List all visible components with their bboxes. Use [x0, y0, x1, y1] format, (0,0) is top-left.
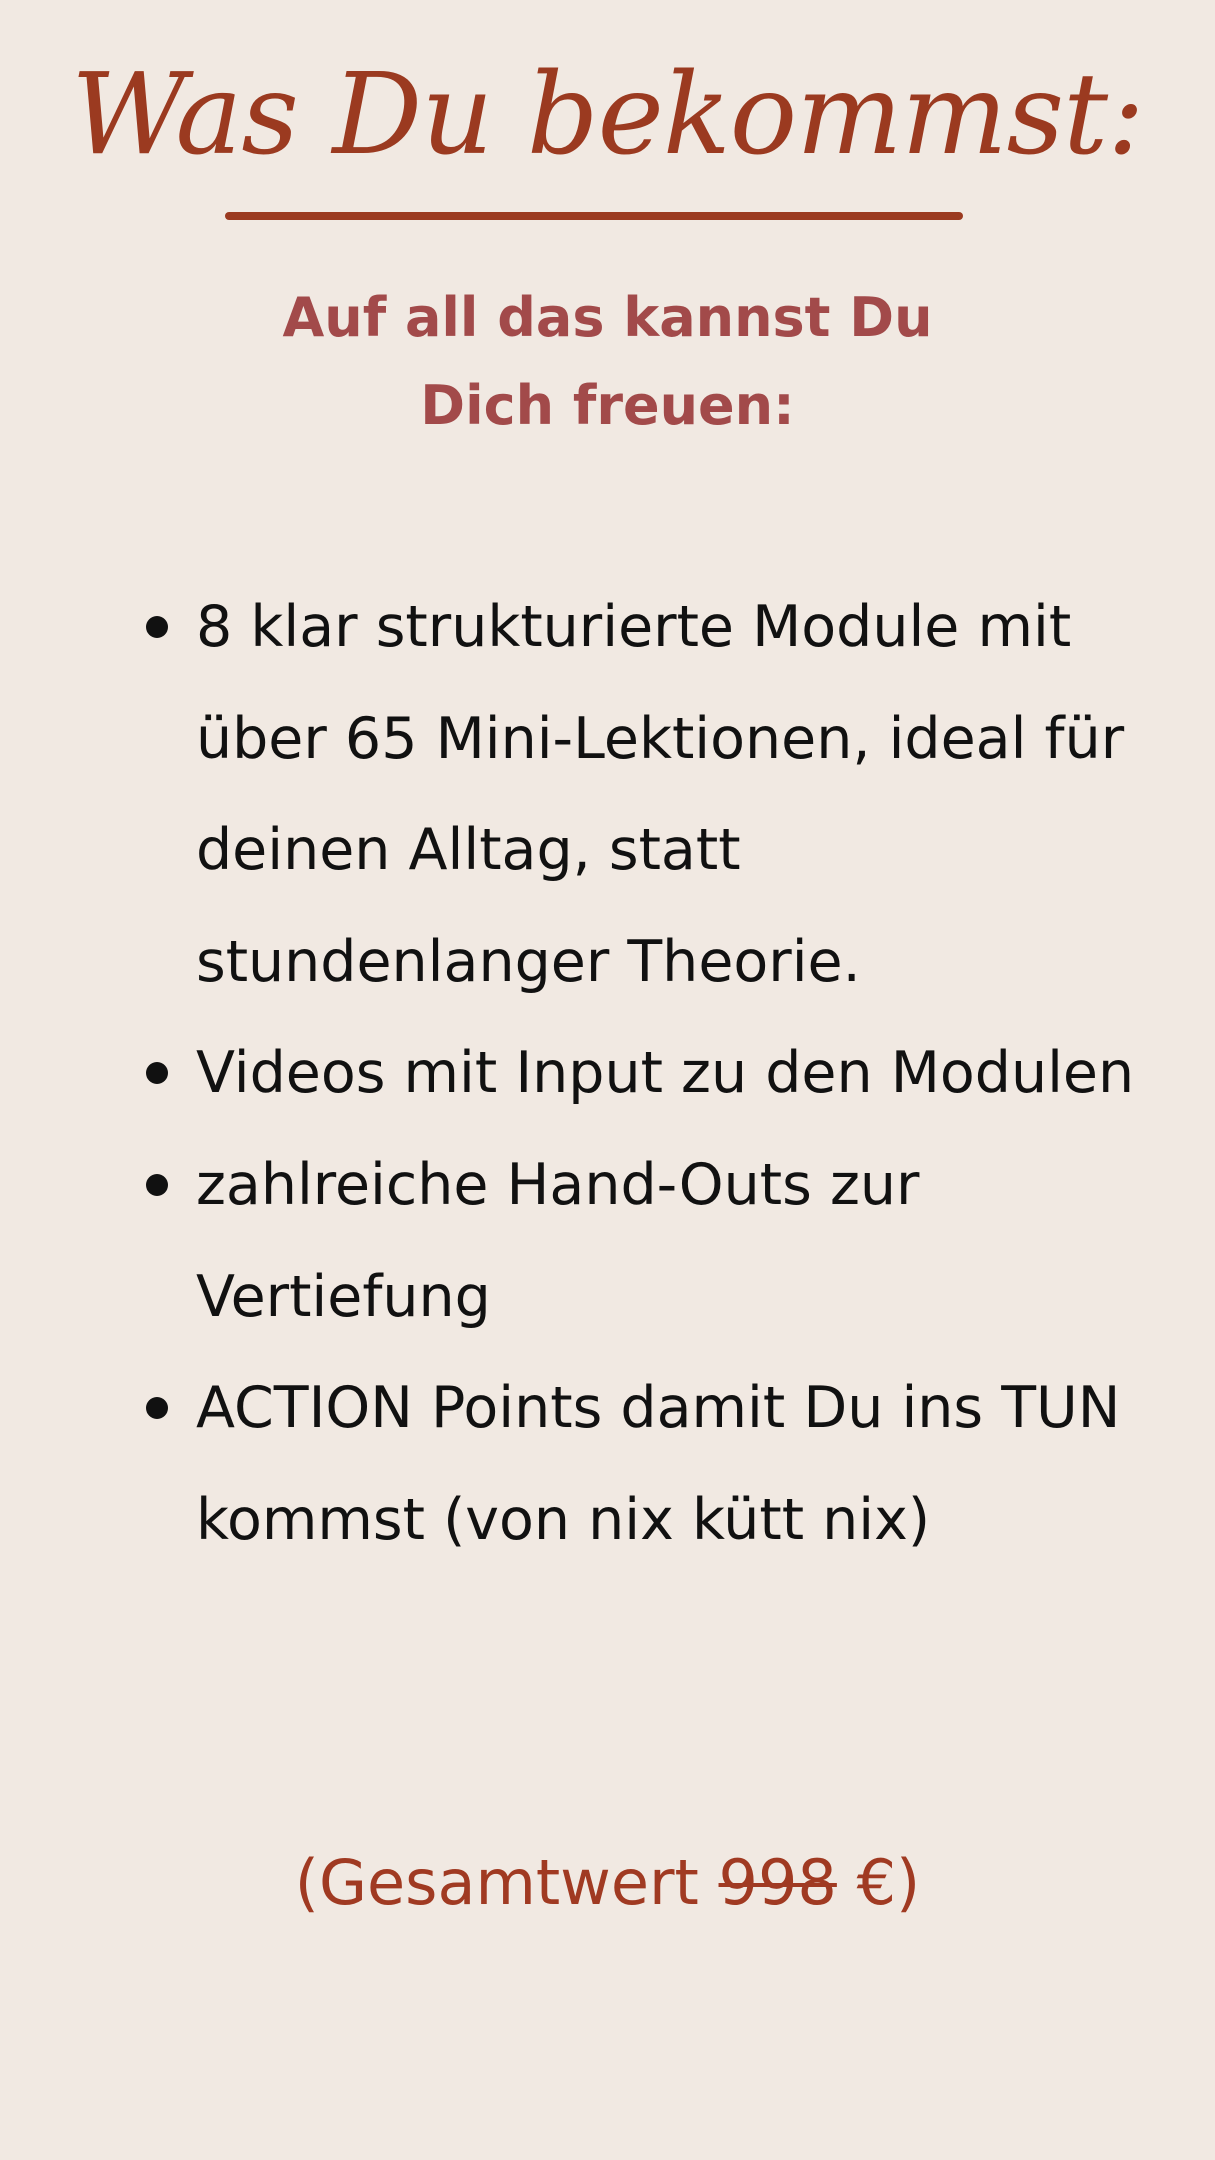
subtitle	[0, 274, 1215, 450]
feature-item	[196, 572, 1156, 1018]
feature-item	[196, 1130, 1156, 1353]
feature-text: Videos mit Input zu den Modulen	[196, 1040, 1135, 1107]
feature-item	[196, 1018, 1156, 1130]
heading-divider	[225, 212, 963, 220]
subtitle-line-2: Dich freuen:	[420, 374, 795, 437]
bullet-icon	[146, 1174, 168, 1196]
total-open-paren: (	[294, 1846, 319, 1919]
bullet-icon	[146, 1397, 168, 1419]
total-close-paren: )	[896, 1846, 921, 1919]
bullet-icon	[146, 1062, 168, 1084]
bullet-icon	[146, 616, 168, 638]
feature-item	[196, 1353, 1156, 1576]
total-label: Gesamtwert	[318, 1846, 719, 1919]
feature-text: zahlreiche Hand-Outs zur Vertiefung	[196, 1151, 920, 1330]
script-heading: Was Du bekommst:	[71, 50, 1144, 180]
total-value	[0, 1838, 1215, 1928]
subtitle-line-1: Auf all das kannst Du	[282, 286, 933, 349]
currency-symbol: €	[836, 1846, 897, 1919]
feature-text: ACTION Points damit Du ins TUN kommst (von nix kütt nix)	[196, 1375, 1121, 1553]
feature-list	[196, 572, 1156, 1576]
feature-text: 8 klar strukturierte Module mit über 65 Mini-Lektionen, ideal für deinen Alltag, statt stundenlanger Theorie.	[196, 594, 1125, 995]
old-price: 998	[718, 1846, 837, 1919]
